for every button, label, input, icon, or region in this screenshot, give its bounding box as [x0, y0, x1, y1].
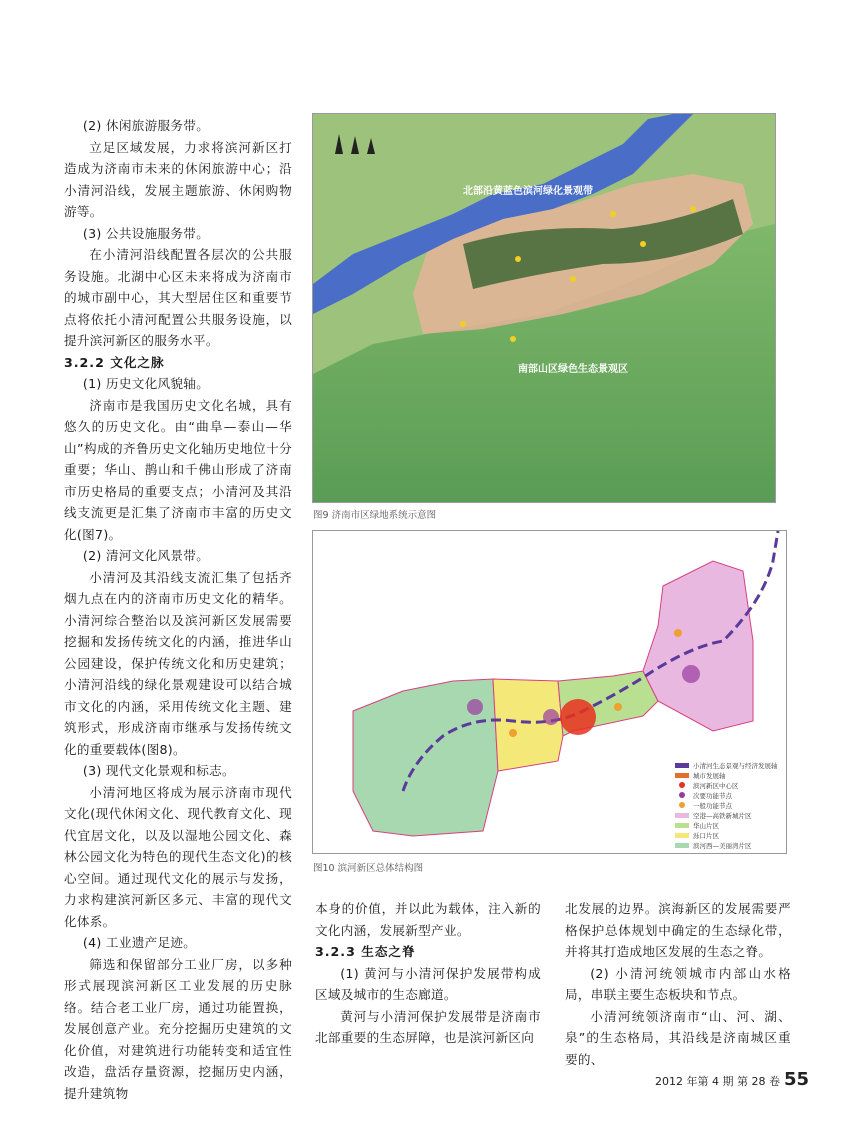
node-marker: [460, 321, 466, 327]
legend-item: 滨河新区中心区: [693, 782, 739, 790]
secondary-node: [543, 709, 559, 725]
paragraph: 北发展的边界。滨海新区的发展需要严格保护总体规划中确定的生态绿化带，并将其打造成地区发展的生态之脊。: [565, 901, 791, 959]
node-marker: [610, 211, 616, 217]
paragraph: 小清河及其沿线支流汇集了包括齐烟九点在内的济南市历史文化的精华。小清河综合整治以及滨河新区发展需要挖掘和发扬传统文化的内涵，推进华山公园建设，保护传统文化和历史建筑；小清河沿线的绿化景观建设可以结合城市文化的内涵，采用传统文化主题、建筑形式，形成济南市继承与发扬传统文化的重要载体(图8)。: [64, 569, 292, 757]
paragraph: 黄河与小清河保护发展带是济南市北部重要的生态屏障，也是滨河新区向: [315, 1008, 541, 1045]
middle-text-column: [315, 898, 541, 1049]
legend-item: 小清河生态景观与经济发展轴: [693, 762, 778, 770]
label-south-region: 南部山区绿色生态景观区: [518, 364, 628, 375]
figure-10-caption: 图10 滨河新区总体结构图: [313, 863, 424, 874]
section-heading: 3.2.2 文化之脉: [64, 354, 165, 370]
right-text-column: [565, 898, 791, 1070]
legend-item: 泺口片区: [693, 832, 719, 840]
legend-item: 滨河西—美丽湾片区: [693, 842, 752, 850]
node-marker: [640, 241, 646, 247]
subheading: (2) 休闲旅游服务带。: [82, 118, 210, 133]
secondary-node: [682, 665, 700, 683]
label-north-belt: 北部沿黄蓝色滨河绿化景观带: [463, 186, 593, 197]
issue-info: 2012 年第 4 期 第 28 卷: [655, 1075, 780, 1088]
figure-10-structure-map: [312, 530, 787, 854]
page-number: 55: [783, 1069, 810, 1090]
paragraph: 小清河地区将成为展示济南市现代文化(现代休闲文化、现代教育文化、现代宜居文化，以及以湿地公园文化、森林公园文化为特色的现代生态文化)的核心空间。通过现代文化的展示与发扬，力求构建滨河新区多元、丰富的现代文化体系。: [64, 784, 292, 929]
left-text-column: [64, 115, 292, 1104]
paragraph: 在小清河沿线配置各层次的公共服务设施。北湖中心区未来将成为济南市的城市副中心，其大型居住区和重要节点将依托小清河配置公共服务设施，以提升滨河新区的服务水平。: [64, 247, 292, 348]
node-marker: [570, 276, 576, 282]
page-footer: [655, 1069, 809, 1090]
general-node: [674, 629, 682, 637]
subheading: (4) 工业遗产足迹。: [82, 935, 197, 950]
figure-9-greenspace-map: [312, 113, 776, 503]
map-legend: [671, 759, 783, 851]
paragraph: 济南市是我国历史文化名城，具有悠久的历史文化。由“曲阜—泰山—华山”构成的齐鲁历史文化轴历史地位十分重要；华山、鹊山和千佛山形成了济南市历史格局的重要支点；小清河及其沿线支流更是汇集了济南市丰富的历史文化(图7)。: [64, 397, 292, 542]
legend-item: 空港—高铁新城片区: [693, 812, 752, 820]
subheading: (2) 清河文化风景带。: [82, 548, 210, 563]
subheading: (3) 公共设施服务带。: [82, 225, 210, 241]
subheading: (3) 现代文化景观和标志。: [82, 763, 235, 778]
subheading: (1) 历史文化风貌轴。: [82, 376, 210, 391]
secondary-node: [467, 699, 483, 715]
section-heading: 3.2.3 生态之脊: [315, 944, 416, 959]
structure-map-graphic: [313, 531, 786, 853]
central-district-node: [560, 699, 596, 735]
node-marker: [510, 336, 516, 342]
legend-item: 城市发展轴: [693, 772, 726, 780]
paragraph: 立足区域发展，力求将滨河新区打造成为济南市未来的休闲旅游中心；沿小清河沿线，发展主题旅游、休闲购物游等。: [64, 139, 292, 219]
legend-item: 次要功能节点: [693, 792, 732, 800]
zone-luokou: [493, 679, 563, 771]
legend-item: 华山片区: [693, 822, 719, 830]
paragraph: 本身的价值，并以此为载体，注入新的文化内涵，发展新型产业。: [315, 901, 541, 938]
figure-9-caption: 图9 济南市区绿地系统示意图: [313, 510, 437, 521]
node-marker: [515, 256, 521, 262]
general-node: [614, 703, 622, 711]
paragraph: (2) 小清河统领城市内部山水格局，串联主要生态板块和节点。: [565, 965, 791, 1002]
legend-item: 一般功能节点: [693, 802, 732, 810]
greenspace-map-graphic: [313, 114, 775, 502]
paragraph: (1) 黄河与小清河保护发展带构成区域及城市的生态廊道。: [315, 965, 541, 1002]
general-node: [509, 729, 517, 737]
paragraph: 小清河统领济南市“山、河、湖、泉”的生态格局，其沿线是济南城区重要的、: [565, 1008, 791, 1067]
node-marker: [690, 206, 696, 212]
paragraph: 筛选和保留部分工业厂房，以多种形式展现滨河新区工业发展的历史脉络。结合老工业厂房，通过功能置换，发展创意产业。充分挖掘历史建筑的文化价值，对建筑进行功能转变和适宜性改造，盘活存量资源，挖掘历史内涵，提升建筑物: [64, 956, 292, 1101]
